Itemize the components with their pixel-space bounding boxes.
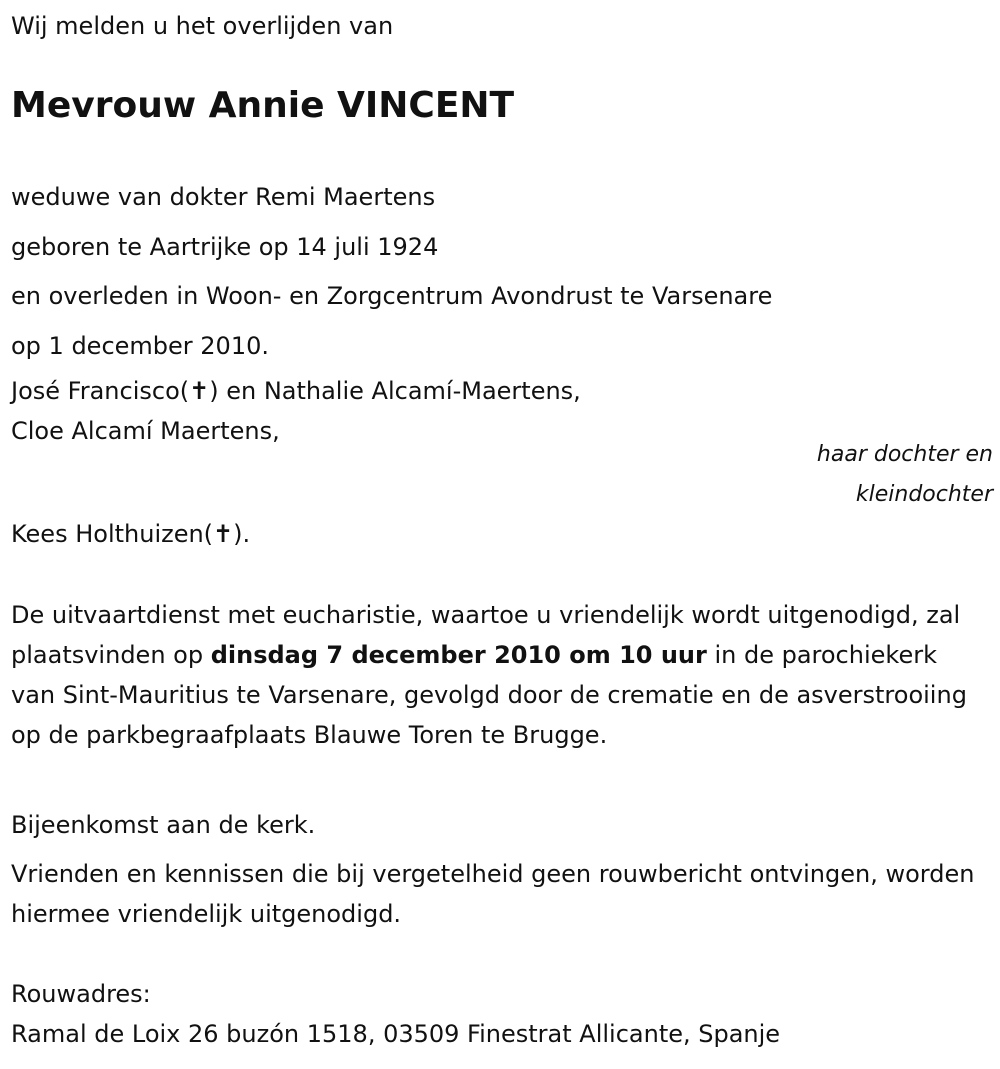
detail-line: geboren te Aartrijke op 14 juli 1924 bbox=[11, 232, 439, 261]
family-members bbox=[11, 371, 581, 451]
friends-invitation: Vrienden en kennissen die bij vergetelheid geen rouwbericht ontvingen, worden hiermee vriendelijk uitgenodigd. bbox=[11, 860, 975, 928]
address-value: Ramal de Loix 26 buzón 1518, 03509 Finestrat Allicante, Spanje bbox=[11, 1020, 781, 1048]
service-text-after: in de parochiekerk van Sint-Mauritius te Varsenare, gevolgd door de crematie en de asverstrooiing op de parkbegraafplaats Blauwe Toren te Brugge. bbox=[11, 641, 967, 749]
service-date-time: dinsdag 7 december 2010 om 10 uur bbox=[210, 641, 707, 669]
biography-details bbox=[11, 173, 772, 371]
address-label: Rouwadres: bbox=[11, 980, 151, 1008]
family-relation bbox=[733, 435, 993, 515]
intro-text: Wij melden u het overlijden van bbox=[11, 12, 394, 40]
detail-line: weduwe van dokter Remi Maertens bbox=[11, 183, 436, 211]
relation-line: kleindochter bbox=[855, 482, 993, 507]
family-line: Kees Holthuizen(✝). bbox=[11, 520, 251, 548]
family-line: José Francisco(✝) en Nathalie Alcamí-Maertens, bbox=[11, 377, 581, 405]
funeral-service-paragraph bbox=[11, 595, 981, 755]
family-line: Cloe Alcamí Maertens, bbox=[11, 417, 280, 445]
detail-line: en overleden in Woon- en Zorgcentrum Avondrust te Varsenare bbox=[11, 282, 773, 310]
mourning-address bbox=[11, 974, 780, 1054]
deceased-name: Mevrouw Annie VINCENT bbox=[11, 85, 515, 126]
relation-line: haar dochter en bbox=[816, 442, 993, 467]
detail-line: op 1 december 2010. bbox=[11, 331, 269, 360]
gathering-text: Bijeenkomst aan de kerk. bbox=[11, 811, 316, 839]
service-text-before: De uitvaartdienst met eucharistie, waartoe u vriendelijk wordt uitgenodigd, zal plaatsvinden op bbox=[11, 601, 961, 669]
